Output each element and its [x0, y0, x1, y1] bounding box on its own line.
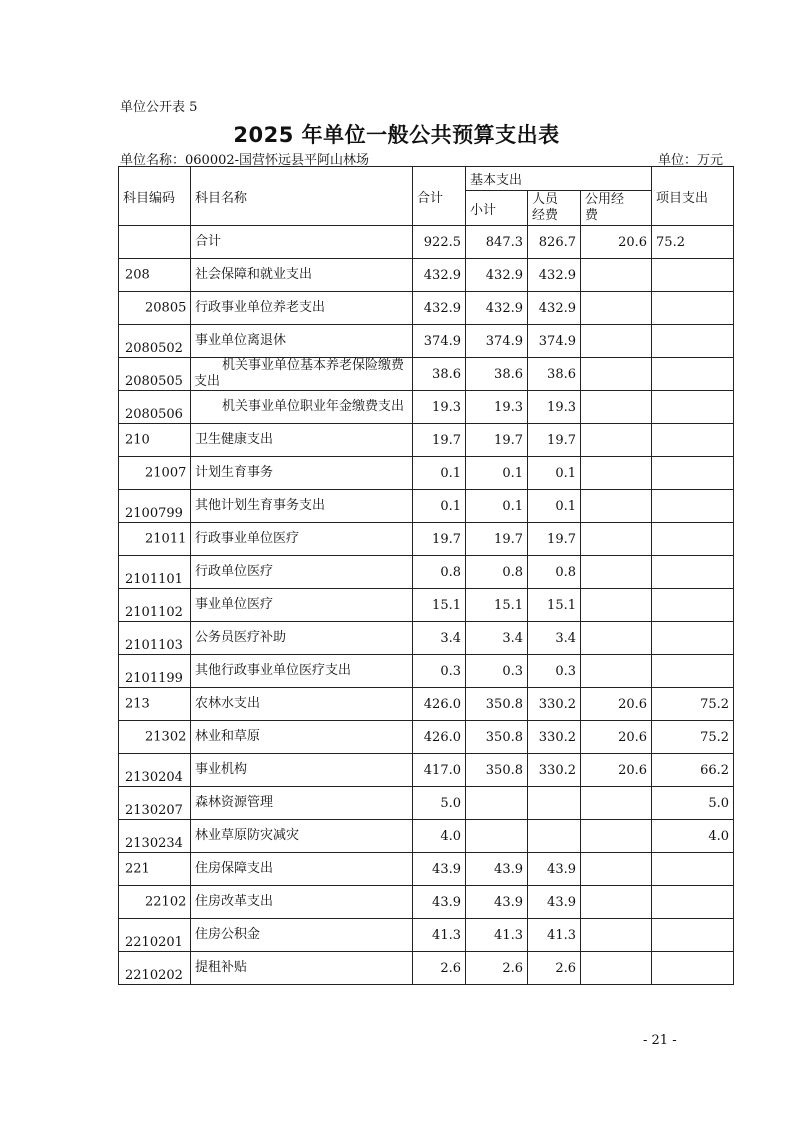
row-name	[191, 952, 413, 985]
row-subtotal: 374.9	[466, 325, 528, 358]
row-code-cell	[119, 655, 191, 688]
row-total: 43.9	[413, 886, 466, 919]
row-public: 20.6	[581, 226, 652, 259]
row-code-cell	[119, 556, 191, 589]
row-subtotal: 19.3	[466, 391, 528, 424]
row-public	[581, 292, 652, 325]
row-name-text: 其他计划生育事务支出	[195, 498, 326, 513]
row-personnel	[528, 820, 581, 853]
row-name	[191, 688, 413, 721]
row-code-cell	[119, 688, 191, 721]
row-code: 2080506	[125, 407, 183, 422]
row-code-cell	[119, 589, 191, 622]
table-row	[119, 820, 734, 853]
table-row	[119, 556, 734, 589]
row-personnel: 19.7	[528, 523, 581, 556]
row-code-cell	[119, 457, 191, 490]
row-name	[191, 358, 413, 391]
row-personnel: 15.1	[528, 589, 581, 622]
row-name	[191, 853, 413, 886]
row-public	[581, 853, 652, 886]
row-total: 41.3	[413, 919, 466, 952]
table-row	[119, 589, 734, 622]
header-project: 项目支出	[652, 167, 734, 226]
row-subtotal: 350.8	[466, 721, 528, 754]
row-code-cell	[119, 292, 191, 325]
row-public	[581, 556, 652, 589]
table-row	[119, 688, 734, 721]
row-code: 2210201	[125, 935, 183, 950]
row-public	[581, 358, 652, 391]
row-name	[191, 886, 413, 919]
row-name	[191, 325, 413, 358]
row-subtotal: 847.3	[466, 226, 528, 259]
row-public	[581, 391, 652, 424]
row-name	[191, 523, 413, 556]
row-name	[191, 556, 413, 589]
row-total: 417.0	[413, 754, 466, 787]
row-project	[652, 292, 734, 325]
row-name	[191, 721, 413, 754]
row-name-text: 机关事业单位基本养老保险缴费支出	[194, 358, 405, 389]
row-code-cell	[119, 787, 191, 820]
row-public: 20.6	[581, 688, 652, 721]
row-code: 2080505	[125, 374, 183, 389]
row-public	[581, 523, 652, 556]
row-personnel: 2.6	[528, 952, 581, 985]
table-row	[119, 259, 734, 292]
row-subtotal: 43.9	[466, 853, 528, 886]
row-personnel: 330.2	[528, 754, 581, 787]
row-public	[581, 622, 652, 655]
row-name-text: 卫生健康支出	[195, 432, 274, 447]
row-name-text: 住房公积金	[195, 927, 261, 942]
row-project	[652, 325, 734, 358]
row-code: 2101199	[125, 671, 183, 686]
row-project	[652, 424, 734, 457]
row-code-cell	[119, 391, 191, 424]
row-code-cell	[119, 952, 191, 985]
table-row	[119, 655, 734, 688]
row-subtotal: 432.9	[466, 259, 528, 292]
row-name-text: 行政事业单位养老支出	[195, 300, 326, 315]
row-name	[191, 622, 413, 655]
row-name-text: 事业单位离退休	[195, 333, 287, 348]
row-name	[191, 292, 413, 325]
row-public	[581, 589, 652, 622]
row-public	[581, 325, 652, 358]
row-public	[581, 886, 652, 919]
row-project	[652, 853, 734, 886]
row-subtotal: 350.8	[466, 754, 528, 787]
row-total: 43.9	[413, 853, 466, 886]
row-name-text: 提租补贴	[195, 960, 248, 975]
row-name-text: 农林水支出	[195, 696, 261, 711]
row-code: 2101102	[125, 605, 183, 620]
row-total: 0.1	[413, 490, 466, 523]
row-public	[581, 457, 652, 490]
row-total: 3.4	[413, 622, 466, 655]
row-project	[652, 556, 734, 589]
header-public: 公用经 费	[581, 191, 652, 226]
row-name-text: 林业草原防灾减灾	[195, 828, 300, 843]
row-public	[581, 919, 652, 952]
row-name-text: 事业机构	[195, 762, 248, 777]
row-personnel: 43.9	[528, 853, 581, 886]
row-name-text: 其他行政事业单位医疗支出	[195, 663, 352, 678]
row-project: 66.2	[652, 754, 734, 787]
row-name	[191, 787, 413, 820]
row-total: 38.6	[413, 358, 466, 391]
row-project	[652, 490, 734, 523]
row-project	[652, 391, 734, 424]
row-personnel	[528, 787, 581, 820]
row-total: 0.8	[413, 556, 466, 589]
row-public	[581, 787, 652, 820]
table-row	[119, 325, 734, 358]
row-code: 2101101	[125, 572, 183, 587]
header-personnel: 人员 经费	[528, 191, 581, 226]
row-subtotal: 0.1	[466, 490, 528, 523]
row-personnel: 43.9	[528, 886, 581, 919]
page-number: - 21 -	[643, 1033, 677, 1048]
row-name	[191, 259, 413, 292]
row-personnel: 330.2	[528, 721, 581, 754]
row-personnel: 0.8	[528, 556, 581, 589]
row-public	[581, 490, 652, 523]
table-row	[119, 424, 734, 457]
row-project: 75.2	[652, 688, 734, 721]
row-public	[581, 259, 652, 292]
table-row	[119, 292, 734, 325]
row-personnel: 330.2	[528, 688, 581, 721]
row-personnel: 38.6	[528, 358, 581, 391]
row-name-text: 住房改革支出	[195, 894, 274, 909]
row-name	[191, 589, 413, 622]
row-subtotal: 19.7	[466, 523, 528, 556]
row-total: 0.1	[413, 457, 466, 490]
row-personnel: 41.3	[528, 919, 581, 952]
row-total: 432.9	[413, 259, 466, 292]
table-row	[119, 391, 734, 424]
row-code: 20805	[145, 300, 187, 316]
header-subtotal: 小计	[466, 191, 528, 226]
row-subtotal: 0.3	[466, 655, 528, 688]
row-total: 15.1	[413, 589, 466, 622]
row-name	[191, 490, 413, 523]
row-public: 20.6	[581, 721, 652, 754]
unit-name: 单位名称：060002-国营怀远县平阿山林场	[120, 153, 370, 168]
row-name	[191, 391, 413, 424]
row-name-text: 森林资源管理	[195, 795, 274, 810]
row-code-cell	[119, 424, 191, 457]
row-code: 2130234	[125, 836, 183, 851]
table-row	[119, 358, 734, 391]
row-subtotal: 0.8	[466, 556, 528, 589]
row-code: 210	[125, 432, 150, 448]
table-row	[119, 457, 734, 490]
row-personnel: 0.3	[528, 655, 581, 688]
row-public	[581, 952, 652, 985]
row-subtotal: 432.9	[466, 292, 528, 325]
row-total: 0.3	[413, 655, 466, 688]
row-name	[191, 754, 413, 787]
row-total: 432.9	[413, 292, 466, 325]
row-personnel: 374.9	[528, 325, 581, 358]
row-name	[191, 919, 413, 952]
row-code: 2101103	[125, 638, 183, 653]
row-total: 922.5	[413, 226, 466, 259]
row-project	[652, 622, 734, 655]
row-project	[652, 523, 734, 556]
row-total: 4.0	[413, 820, 466, 853]
row-personnel: 19.3	[528, 391, 581, 424]
row-project	[652, 589, 734, 622]
row-subtotal: 41.3	[466, 919, 528, 952]
row-code-cell	[119, 886, 191, 919]
row-name-text: 林业和草原	[195, 729, 261, 744]
row-code-cell	[119, 358, 191, 391]
row-total: 19.3	[413, 391, 466, 424]
row-code: 2130204	[125, 770, 183, 785]
row-name-text: 公务员医疗补助	[195, 630, 287, 645]
row-code: 208	[125, 267, 150, 283]
row-name-text: 社会保障和就业支出	[195, 267, 313, 282]
row-subtotal: 19.7	[466, 424, 528, 457]
row-name	[191, 655, 413, 688]
row-personnel: 432.9	[528, 292, 581, 325]
row-project: 75.2	[652, 721, 734, 754]
row-project: 5.0	[652, 787, 734, 820]
row-public	[581, 655, 652, 688]
row-project	[652, 952, 734, 985]
row-code: 2130207	[125, 803, 183, 818]
header-basic: 基本支出	[466, 167, 652, 191]
row-subtotal	[466, 787, 528, 820]
table-row	[119, 886, 734, 919]
row-code: 221	[125, 861, 150, 877]
table-row	[119, 952, 734, 985]
row-code-cell	[119, 721, 191, 754]
row-project	[652, 358, 734, 391]
row-code: 2210202	[125, 968, 183, 983]
page-title: 2025 年单位一般公共预算支出表	[233, 123, 560, 147]
row-name	[191, 457, 413, 490]
row-total: 2.6	[413, 952, 466, 985]
row-personnel: 0.1	[528, 457, 581, 490]
row-subtotal: 0.1	[466, 457, 528, 490]
table-row	[119, 919, 734, 952]
row-project: 4.0	[652, 820, 734, 853]
row-subtotal: 2.6	[466, 952, 528, 985]
row-name-text: 计划生育事务	[195, 465, 274, 480]
row-project	[652, 457, 734, 490]
row-total: 374.9	[413, 325, 466, 358]
row-code-cell	[119, 853, 191, 886]
row-project	[652, 919, 734, 952]
row-project	[652, 655, 734, 688]
row-code-cell	[119, 490, 191, 523]
table-row	[119, 787, 734, 820]
row-name-text: 行政事业单位医疗	[195, 531, 300, 546]
row-total: 19.7	[413, 424, 466, 457]
row-personnel: 826.7	[528, 226, 581, 259]
row-personnel: 432.9	[528, 259, 581, 292]
row-public	[581, 820, 652, 853]
row-code-cell	[119, 820, 191, 853]
row-personnel: 0.1	[528, 490, 581, 523]
table-row	[119, 721, 734, 754]
row-code-cell	[119, 325, 191, 358]
row-total: 19.7	[413, 523, 466, 556]
header-name: 科目名称	[191, 167, 413, 226]
row-code: 2100799	[125, 506, 183, 521]
table-row	[119, 523, 734, 556]
row-subtotal: 350.8	[466, 688, 528, 721]
row-project	[652, 259, 734, 292]
row-name	[191, 424, 413, 457]
row-name	[191, 226, 413, 259]
row-name	[191, 820, 413, 853]
row-code-cell	[119, 259, 191, 292]
row-code-cell	[119, 622, 191, 655]
row-project	[652, 886, 734, 919]
row-code: 2080502	[125, 341, 183, 356]
row-total: 5.0	[413, 787, 466, 820]
header-code: 科目编码	[119, 167, 191, 226]
row-code: 213	[125, 696, 150, 712]
row-code-cell	[119, 919, 191, 952]
table-row	[119, 853, 734, 886]
row-code-cell	[119, 523, 191, 556]
table-row	[119, 490, 734, 523]
row-name-text: 事业单位医疗	[195, 597, 274, 612]
row-total: 426.0	[413, 688, 466, 721]
row-code-cell	[119, 226, 191, 259]
table-row	[119, 622, 734, 655]
row-public	[581, 424, 652, 457]
row-subtotal: 43.9	[466, 886, 528, 919]
row-code: 21011	[145, 531, 187, 547]
row-project: 75.2	[652, 226, 734, 259]
row-name-text: 合计	[195, 234, 222, 249]
row-code: 21302	[145, 729, 187, 745]
table-row	[119, 754, 734, 787]
row-total: 426.0	[413, 721, 466, 754]
row-name-text: 机关事业单位职业年金缴费支出	[222, 399, 405, 414]
row-subtotal: 38.6	[466, 358, 528, 391]
page-label: 单位公开表 5	[120, 100, 198, 115]
row-subtotal: 15.1	[466, 589, 528, 622]
row-subtotal	[466, 820, 528, 853]
row-subtotal: 3.4	[466, 622, 528, 655]
unit-label: 单位：万元	[657, 153, 723, 168]
row-name-text: 住房保障支出	[195, 861, 274, 876]
row-code-cell	[119, 754, 191, 787]
budget-table	[118, 166, 734, 985]
row-personnel: 3.4	[528, 622, 581, 655]
row-personnel: 19.7	[528, 424, 581, 457]
row-code: 22102	[145, 894, 187, 910]
row-public: 20.6	[581, 754, 652, 787]
row-code: 21007	[145, 465, 187, 481]
row-name-text: 行政单位医疗	[195, 564, 274, 579]
table-row	[119, 226, 734, 259]
header-total: 合计	[413, 167, 466, 226]
